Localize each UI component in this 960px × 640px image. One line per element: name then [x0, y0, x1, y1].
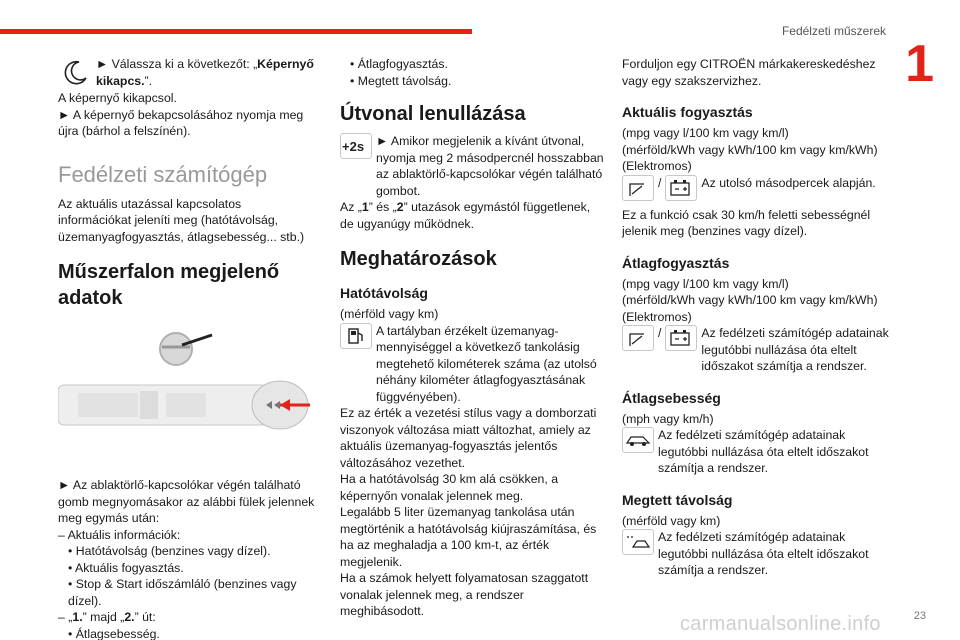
- battery-icon: [665, 175, 697, 201]
- speed-icon: [622, 427, 654, 453]
- distance-icon: [622, 529, 654, 555]
- svg-text:+2s: +2s: [342, 139, 365, 154]
- screen-off-instruction: [58, 56, 316, 90]
- wiper-stalk-illustration: [58, 321, 316, 471]
- range-text-3: Ha a hatótávolság 30 km alá csökken, a képernyőn vonalak jelennek meg.: [340, 472, 559, 503]
- list-b-heading: – „1.” majd „2.” út:: [58, 610, 156, 624]
- trip-reset-instruction: +2s ► Amikor megjelenik a kívánt útvonal, nyomja meg 2 másodpercnél hosszabban az ablaktörlő-kapcsolókar végén található gombot.: [342, 134, 604, 198]
- header-accent-bar: [0, 29, 472, 34]
- slash: /: [658, 175, 662, 190]
- average-speed-title: Átlagsebesség: [622, 389, 721, 406]
- chapter-number: 1: [905, 35, 934, 93]
- column-2: [340, 56, 606, 620]
- fuel-pump-icon: [340, 323, 372, 349]
- list-b-item: • Átlagfogyasztás.: [350, 57, 448, 71]
- steering-wheel-icon: [160, 333, 212, 365]
- screen-off-text: ► Válassza ki a következőt: „Képernyő kikapcs.”.: [96, 57, 314, 88]
- section-header: Fedélzeti műszerek: [781, 24, 886, 38]
- two-seconds-icon: [340, 133, 372, 159]
- distance-title: Megtett távolság: [622, 491, 733, 508]
- fuel-gauge-icon: [622, 175, 654, 201]
- list-a-heading: – Aktuális információk:: [58, 527, 181, 542]
- avg-cons-unit-3: (Elektromos): [622, 309, 692, 324]
- range-definition: A tartályban érzékelt üzemanyag-mennyiséggel a következő tankolásig megtehető kilométerek száma (az utolsó néhány kilométer átlagfogyasztásának függvényében).: [340, 323, 606, 406]
- slash: /: [658, 326, 662, 340]
- distance-def: Az fedélzeti számítógép adatainak legutóbbi nullázása óta eltelt időszakot számítja a rendszer.: [622, 529, 890, 579]
- list-a-item: • Hatótávolság (benzines vagy dízel).: [68, 544, 271, 558]
- watermark: carmanualsonline.info: [680, 613, 881, 635]
- page-number: 23: [913, 610, 926, 622]
- trip-computer-title: Fedélzeti számítógép: [58, 161, 268, 187]
- current-unit-3: (Elektromos): [622, 159, 692, 173]
- range-title: Hatótávolság: [340, 285, 428, 301]
- range-text-4: Legalább 5 liter üzemanyag tankolása után megtörténik a hatótávolság kiújraszámítása, és ha az meghaladja a 100 km-t, az érték megjelenik.: [340, 505, 597, 569]
- screen-on-instruction: ► A képernyő bekapcsolásához nyomja meg újra (bárhol a felszínén).: [58, 107, 304, 138]
- avg-speed-unit: (mph vagy km/h): [622, 411, 714, 426]
- trip-reset-title: Útvonal lenullázása: [340, 103, 526, 125]
- average-speed-def: Az fedélzeti számítógép adatainak legutóbbi nullázása óta eltelt időszakot számítja a rendszer.: [622, 427, 890, 477]
- column-3: [622, 56, 890, 579]
- list-a-item: • Aktuális fogyasztás.: [68, 560, 184, 575]
- trip-reset-note: Az „1” és „2” utazások egymástól függetlenek, de ugyanúgy működnek.: [340, 200, 591, 231]
- moon-icon: [58, 56, 92, 90]
- avg-cons-unit-2: (mérföld/kWh vagy kWh/100 km vagy km/kWh): [622, 293, 878, 307]
- list-a-item: • Stop & Start időszámláló (benzines vagy dízel).: [68, 577, 297, 608]
- distance-unit: (mérföld vagy km): [622, 513, 721, 528]
- current-unit-2: (mérföld/kWh vagy kWh/100 km vagy km/kWh): [622, 142, 878, 157]
- range-unit: (mérföld vagy km): [340, 307, 439, 321]
- average-consumption-title: Átlagfogyasztás: [622, 254, 730, 271]
- range-text-5: Ha a számok helyett folyamatosan szaggatott vonalak jelennek meg, a rendszer meghibásodott.: [340, 571, 589, 618]
- definitions-title: Meghatározások: [340, 248, 497, 270]
- screen-off-result: A képernyő kikapcsol.: [58, 91, 177, 105]
- list-b-item: • Átlagsebesség.: [68, 626, 160, 640]
- dashboard-data-title: Műszerfalon megjelenő adatok: [58, 261, 280, 309]
- average-consumption-def: / Az fedélzeti számítógép adatainak legutóbbi nullázása óta eltelt időszakot számítja a rendszer.: [622, 325, 890, 375]
- current-unit-1: (mpg vagy l/100 km vagy km/l): [622, 126, 789, 140]
- battery-icon: [665, 325, 697, 351]
- trip-computer-desc: Az aktuális utazással kapcsolatos információkat jeleníti meg (hatótávolság, üzemanyagfogyasztás, átlagsebesség... stb.): [58, 196, 305, 244]
- current-consumption-def: / Az utolsó másodpercek alapján.: [622, 175, 890, 201]
- current-consumption-title: Aktuális fogyasztás: [622, 104, 753, 120]
- avg-cons-unit-1: (mpg vagy l/100 km vagy km/l): [622, 276, 789, 291]
- stalk-instruction: ► Az ablaktörlő-kapcsolókar végén található gomb megnyomásakor az alábbi fülek jelennek meg egymás után:: [58, 478, 315, 525]
- range-text-2: Ez az érték a vezetési stílus vagy a domborzati viszonyok változása miatt változhat, amiely az aktuális üzemanyag-fogyasztás jelentős változásához vezethet.: [340, 406, 597, 470]
- list-b-item: • Megtett távolság.: [350, 73, 452, 88]
- dealer-note: Forduljon egy CITROËN márkakereskedéshez vagy egy szakszervizhez.: [622, 57, 876, 88]
- fuel-gauge-icon: [622, 325, 654, 351]
- column-1: [58, 56, 316, 640]
- current-consumption-note: Ez a funkció csak 30 km/h feletti sebességnél jelenik meg (benzines vagy dízel).: [622, 207, 871, 238]
